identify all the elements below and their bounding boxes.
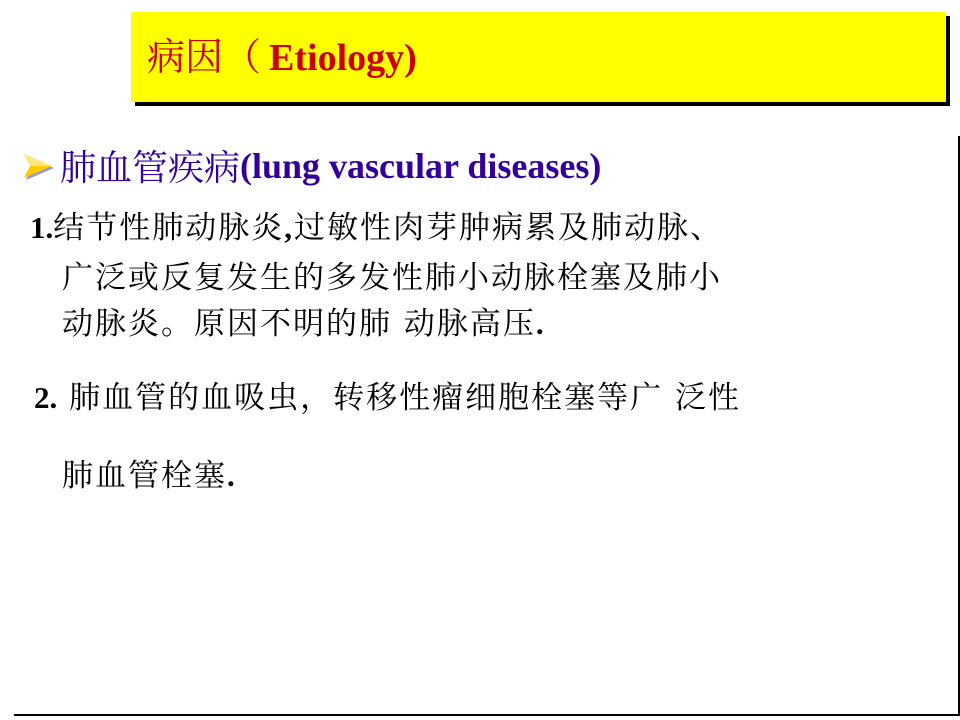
item-1-text-line-3: 动脉炎。原因不明的肺 动脉高压 — [62, 306, 536, 342]
item-1-text-b: 过敏性肉芽肿病累及肺动脉、 — [294, 210, 723, 246]
title-banner — [131, 12, 946, 102]
item-1-line-3 — [62, 298, 546, 343]
item-2-period: . — [227, 458, 237, 493]
title-chinese: 病因 — [147, 34, 224, 79]
item-1-period: . — [535, 306, 546, 341]
item-2-number: 2. — [34, 380, 58, 415]
heading-chinese: 肺血管疾病 — [60, 148, 241, 189]
item-2-line-1 — [34, 372, 741, 417]
slide-title — [147, 34, 417, 79]
item-1-text-a: 结节性肺动脉炎 — [53, 210, 285, 246]
heading-english: (lung vascular diseases) — [240, 145, 602, 186]
item-1-comma: , — [284, 210, 294, 245]
title-open-paren: （ — [223, 34, 262, 79]
item-1-text-line-2: 广泛或反复发生的多发性肺小动脉栓塞及肺小 — [62, 260, 722, 296]
item-2-line-2 — [62, 450, 237, 495]
section-heading — [24, 140, 601, 191]
arrow-bullet-icon — [24, 151, 54, 181]
item-2-text-line-1: 肺血管的血吸虫，转移性瘤细胞栓塞等广 泛性 — [57, 380, 741, 416]
item-1-line-2 — [62, 252, 722, 297]
item-2-text-line-2: 肺血管栓塞 — [62, 458, 227, 494]
title-english: Etiology) — [269, 36, 417, 79]
item-1-number: 1. — [30, 210, 54, 245]
item-1-line-1 — [30, 202, 723, 247]
